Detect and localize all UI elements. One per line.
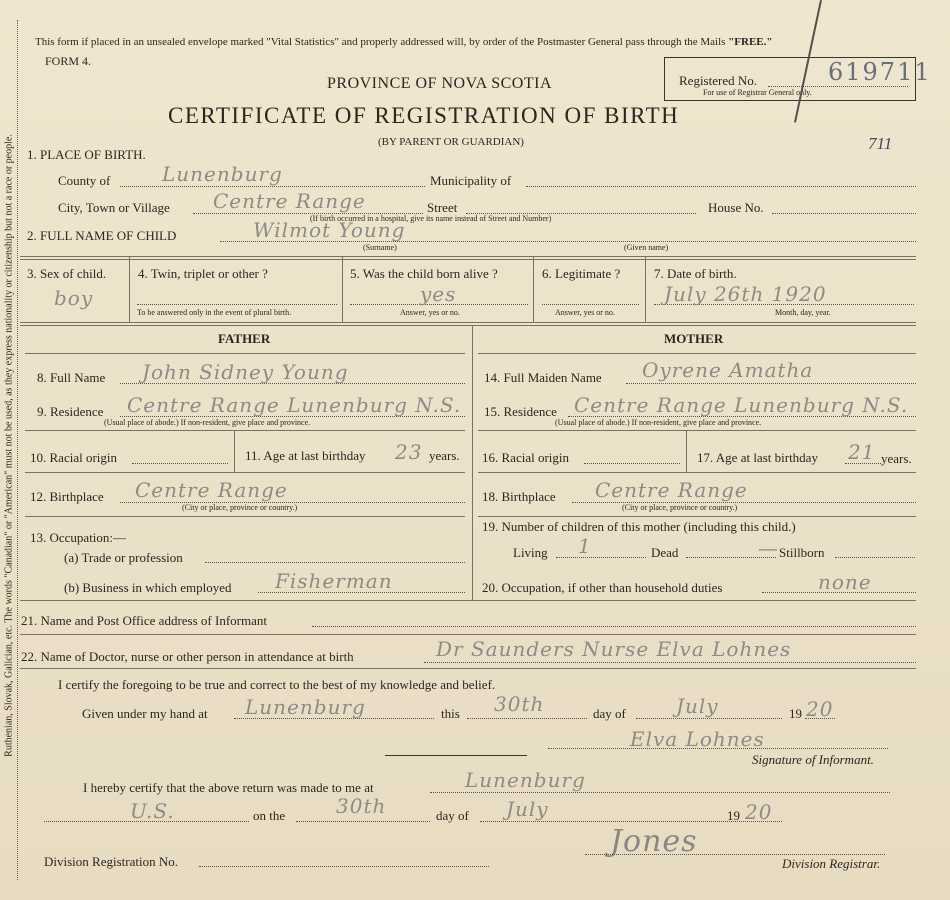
given-year-value: 20 xyxy=(806,697,834,721)
father-rule-1 xyxy=(25,430,465,431)
province: PROVINCE OF NOVA SCOTIA xyxy=(327,75,553,92)
father-age-value: 23 xyxy=(395,440,423,464)
rule-child-top-2 xyxy=(20,259,916,260)
mother-age-value: 21 xyxy=(848,440,876,464)
given-day-line xyxy=(467,718,587,719)
county-label: County of xyxy=(58,173,111,188)
place-of-birth-label: 1. PLACE OF BIRTH. xyxy=(27,147,146,162)
given-month-line xyxy=(636,718,782,719)
mother-residence-value: Centre Range Lunenburg N.S. xyxy=(574,393,909,417)
legitimate-line xyxy=(542,304,639,305)
trade-line xyxy=(205,562,465,563)
mother-birthplace-value: Centre Range xyxy=(595,478,748,502)
rule-parents-bottom xyxy=(20,600,916,601)
registrar-year-prefix: 19 xyxy=(727,808,740,823)
subtitle: (BY PARENT OR GUARDIAN) xyxy=(378,136,524,148)
alive-note: Answer, yes or no. xyxy=(400,308,460,317)
municipality-line xyxy=(526,186,916,187)
father-rule-2 xyxy=(25,472,465,473)
given-month-value: July xyxy=(676,694,719,718)
doctor-line xyxy=(424,662,916,663)
stillborn-line xyxy=(835,557,915,558)
given-name-note: (Given name) xyxy=(624,243,669,252)
father-racial-label: 10. Racial origin xyxy=(30,450,118,465)
rule-doctor xyxy=(20,668,916,669)
father-residence-note: (Usual place of abode.) If non-resident, give place and province. xyxy=(104,418,311,427)
doctor-value: Dr Saunders Nurse Elva Lohnes xyxy=(436,637,792,661)
child-name-value: Wilmot Young xyxy=(253,218,406,242)
mother-racial-divider xyxy=(686,430,687,472)
registrar-signature: Jones xyxy=(610,824,698,859)
father-name-value: John Sidney Young xyxy=(142,360,349,384)
mother-birthplace-label: 18. Birthplace xyxy=(482,489,556,504)
stillborn-label: Stillborn xyxy=(779,545,825,560)
page-title: CERTIFICATE OF REGISTRATION OF BIRTH xyxy=(168,103,680,128)
sidebar-divider xyxy=(17,20,18,880)
header-free: "FREE." xyxy=(728,36,773,48)
doctor-label: 22. Name of Doctor, nurse or other person in attendance at birth xyxy=(21,649,354,664)
living-label: Living xyxy=(513,545,548,560)
given-label: Given under my hand at xyxy=(82,706,208,721)
mother-name-value: Oyrene Amatha xyxy=(642,358,814,382)
father-racial-line xyxy=(132,463,228,464)
mother-rule-2 xyxy=(478,472,916,473)
dead-value: — xyxy=(758,536,779,560)
business-value: Fisherman xyxy=(275,569,393,593)
living-value: 1 xyxy=(578,534,592,558)
house-label: House No. xyxy=(708,200,764,215)
house-line xyxy=(772,213,916,214)
informant-label: 21. Name and Post Office address of Informant xyxy=(21,613,267,628)
dead-label: Dead xyxy=(651,545,679,560)
given-day-value: 30th xyxy=(494,692,545,716)
county-value: Lunenburg xyxy=(162,162,283,186)
rule-parents-top xyxy=(20,322,916,323)
mother-age-years: years. xyxy=(881,451,912,466)
rule-parents-top-2 xyxy=(20,325,916,326)
registered-number: 619711 xyxy=(828,58,932,86)
parents-divider xyxy=(472,325,473,600)
given-day-label: day of xyxy=(593,706,626,721)
header-note-text: This form if placed in an unsealed envelope marked "Vital Statistics" and properly addressed will, by order of the Postmaster General pass through the Mails xyxy=(35,36,726,48)
divider-5-6 xyxy=(533,256,534,322)
corner-mark: 711 xyxy=(868,134,893,153)
mother-heading: MOTHER xyxy=(664,331,724,346)
dob-note: Month, day, year. xyxy=(775,308,831,317)
county-line xyxy=(120,186,425,187)
twin-label: 4. Twin, triplet or other ? xyxy=(138,266,268,281)
father-birthplace-value: Centre Range xyxy=(135,478,288,502)
informant-signature: Elva Lohnes xyxy=(630,727,765,751)
hospital-note: (If birth occurred in a hospital, give its name instead of Street and Number) xyxy=(310,214,552,223)
father-heading-rule xyxy=(25,353,465,354)
sex-value: boy xyxy=(54,286,94,310)
mother-birthplace-note: (City or place, province or country.) xyxy=(622,503,738,512)
father-racial-divider xyxy=(234,430,235,472)
father-rule-3 xyxy=(25,516,465,517)
father-birthplace-label: 12. Birthplace xyxy=(30,489,104,504)
registrar-use-note: For use of Registrar General only. xyxy=(703,88,812,97)
father-residence-value: Centre Range Lunenburg N.S. xyxy=(127,393,462,417)
mother-occupation-value: none xyxy=(818,570,872,594)
certify-text: I certify the foregoing to be true and correct to the best of my knowledge and belief. xyxy=(58,677,496,692)
form-number: FORM 4. xyxy=(45,54,92,68)
business-label: (b) Business in which employed xyxy=(64,580,232,595)
mother-rule-3 xyxy=(478,516,916,517)
municipality-label: Municipality of xyxy=(430,173,512,188)
given-year-prefix: 19 xyxy=(789,706,802,721)
legitimate-note: Answer, yes or no. xyxy=(555,308,615,317)
city-label: City, Town or Village xyxy=(58,200,170,215)
header-note xyxy=(35,36,773,48)
rule-informant xyxy=(20,634,916,635)
father-birthplace-note: (City or place, province or country.) xyxy=(182,503,298,512)
registrar-day-label: day of xyxy=(436,808,469,823)
father-residence-label: 9. Residence xyxy=(37,404,104,419)
divider-3-4 xyxy=(129,256,130,322)
alive-label: 5. Was the child born alive ? xyxy=(350,266,498,281)
divider-4-5 xyxy=(342,256,343,322)
separator-rule xyxy=(385,755,527,756)
mother-racial-label: 16. Racial origin xyxy=(482,450,570,465)
dob-label: 7. Date of birth. xyxy=(654,266,737,281)
living-line xyxy=(556,557,646,558)
this-label: this xyxy=(441,706,460,721)
father-age-label: 11. Age at last birthday xyxy=(245,448,366,463)
father-age-years: years. xyxy=(429,448,460,463)
registrar-district-value: U.S. xyxy=(130,799,175,823)
children-label: 19. Number of children of this mother (including this child.) xyxy=(482,519,796,534)
mother-occupation-label: 20. Occupation, if other than household duties xyxy=(482,580,723,595)
mother-residence-label: 15. Residence xyxy=(484,404,557,419)
dob-value: July 26th 1920 xyxy=(664,282,827,306)
informant-signature-label: Signature of Informant. xyxy=(752,752,874,767)
trade-label: (a) Trade or profession xyxy=(64,550,183,565)
registered-line xyxy=(768,86,908,87)
division-registration-line xyxy=(199,866,489,867)
registered-label: Registered No. xyxy=(679,73,757,88)
registrar-day-line xyxy=(296,821,430,822)
alive-value: yes xyxy=(420,282,457,306)
mother-age-label: 17. Age at last birthday xyxy=(697,450,818,465)
registrar-place-value: Lunenburg xyxy=(465,768,586,792)
street-label: Street xyxy=(427,200,458,215)
informant-line xyxy=(312,626,916,627)
sidebar-note: Ruthenian, Slovak, Galician, etc. The words "Canadian" or "American" must not be used, as they express nationality or citizenship but not a race or people. xyxy=(3,134,15,757)
registrar-day-value: 30th xyxy=(336,794,387,818)
twin-line xyxy=(137,304,337,305)
mother-name-label: 14. Full Maiden Name xyxy=(484,370,602,385)
father-name-label: 8. Full Name xyxy=(37,370,106,385)
twin-note: To be answered only in the event of plural birth. xyxy=(137,308,292,317)
divider-6-7 xyxy=(645,256,646,322)
registrar-year-value: 20 xyxy=(745,800,773,824)
mother-heading-rule xyxy=(478,353,916,354)
registrar-signature-label: Division Registrar. xyxy=(782,856,881,871)
registrar-signature-line xyxy=(585,854,885,855)
registrar-place-line xyxy=(430,792,890,793)
mother-rule-1 xyxy=(478,430,916,431)
given-place-value: Lunenburg xyxy=(245,695,366,719)
registrar-month-value: July xyxy=(506,797,549,821)
city-value: Centre Range xyxy=(213,189,366,213)
mother-residence-note: (Usual place of abode.) If non-resident, give place and province. xyxy=(555,418,762,427)
division-registration-label: Division Registration No. xyxy=(44,854,178,869)
occupation-label: 13. Occupation:— xyxy=(30,530,127,545)
registrar-text: I hereby certify that the above return was made to me at xyxy=(83,780,374,795)
father-heading: FATHER xyxy=(218,331,271,346)
rule-child-top xyxy=(20,256,916,257)
informant-signature-line xyxy=(548,748,888,749)
mother-name-line xyxy=(626,383,916,384)
child-name-label: 2. FULL NAME OF CHILD xyxy=(27,228,177,243)
mother-racial-line xyxy=(584,463,680,464)
registrar-on-label: on the xyxy=(253,808,286,823)
legitimate-label: 6. Legitimate ? xyxy=(542,266,621,281)
surname-note: (Surname) xyxy=(363,243,397,252)
sex-label: 3. Sex of child. xyxy=(27,266,107,281)
